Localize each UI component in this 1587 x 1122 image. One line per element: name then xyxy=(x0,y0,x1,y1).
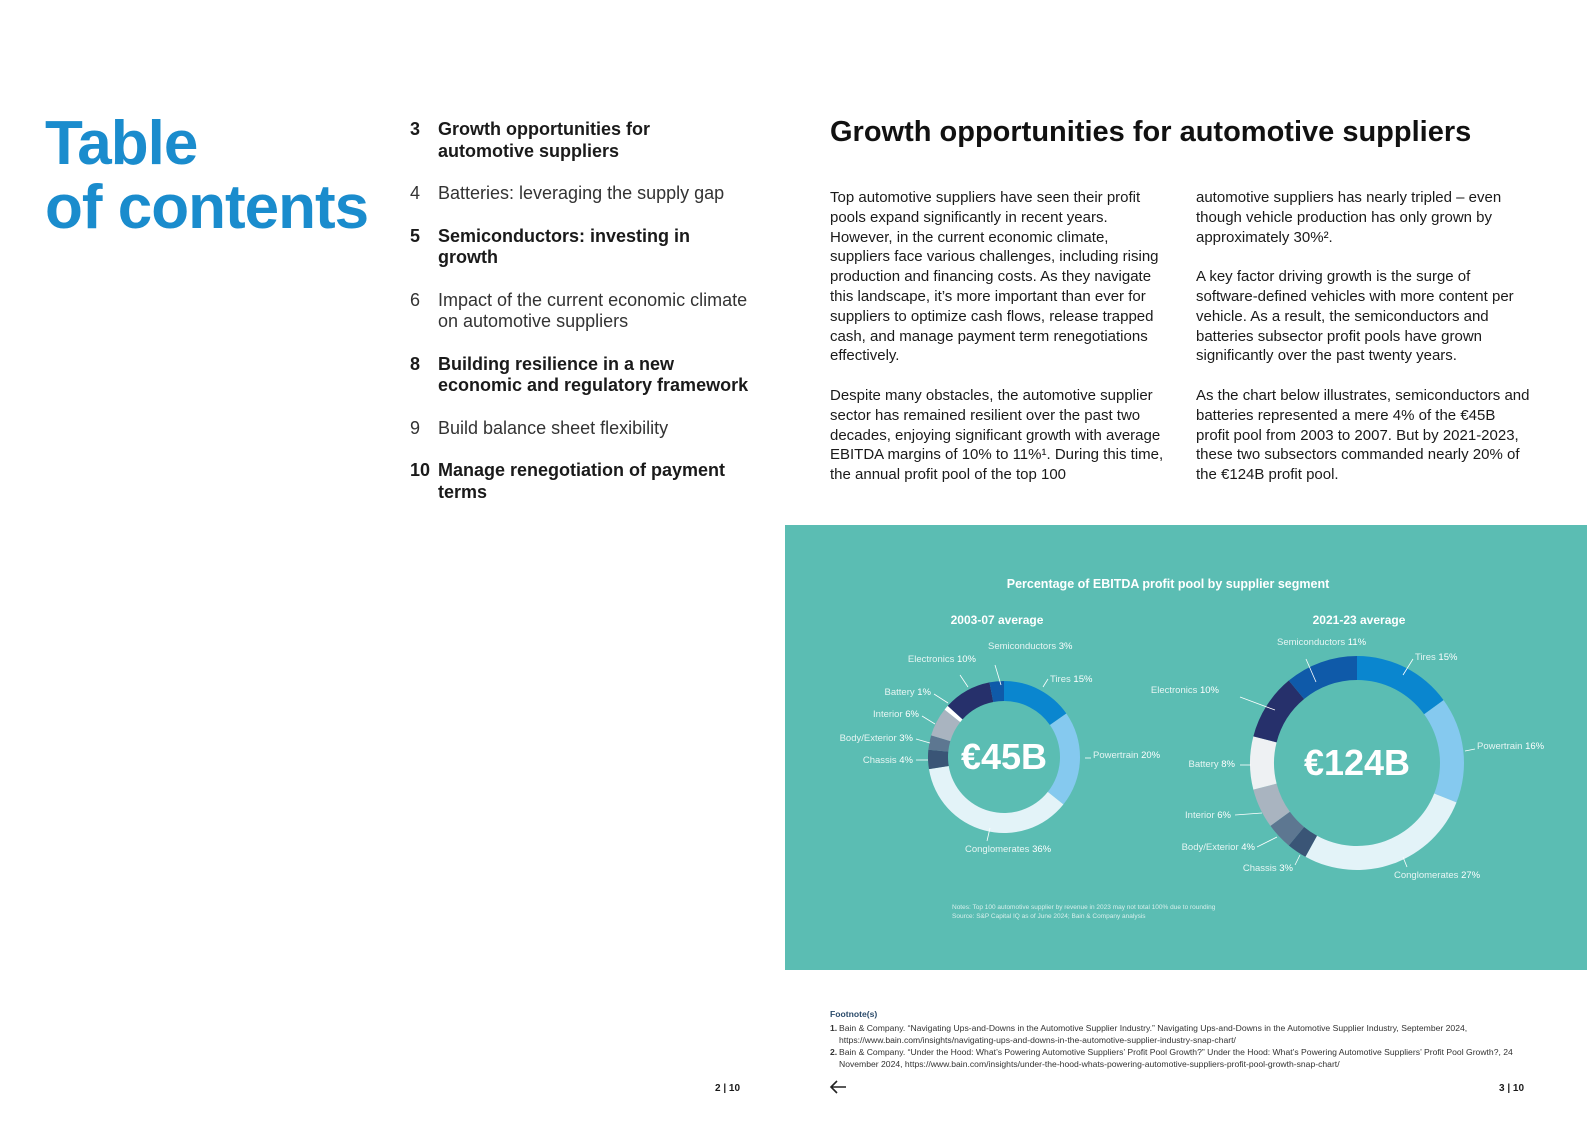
chart-subtitle: 2003-07 average xyxy=(950,613,1044,627)
toc-item-number: 10 xyxy=(410,460,431,480)
footnote xyxy=(830,1046,1530,1070)
label-leader-line xyxy=(960,675,968,687)
segment-label: Chassis 3% xyxy=(1242,863,1293,874)
toc-item-label: Growth opportunities for automotive suppliers xyxy=(438,119,650,161)
chart-title: Percentage of EBITDA profit pool by supplier segment xyxy=(1006,577,1330,591)
segment-label: Powertrain 20% xyxy=(1093,750,1161,761)
toc-item[interactable] xyxy=(410,226,750,269)
footnote-text: Bain & Company. “Navigating Ups-and-Downs in the Automotive Supplier Industry.” Navigating Ups-and-Downs in the Automotive Supplier Industry, September 2024, https://www.bain.com/insights/navigating-ups-and-downs-in-the-automotive-supplier-industry-snap-chart/ xyxy=(839,1023,1468,1045)
label-leader-line xyxy=(934,694,948,703)
page-number-left: 2 | 10 xyxy=(715,1083,741,1094)
donut-slice-conglomerates xyxy=(1305,794,1456,870)
toc-list xyxy=(410,119,750,524)
footnotes-heading: Footnote(s) xyxy=(830,1009,878,1019)
paragraph: automotive suppliers has nearly tripled – even though vehicle production has only grown by approximately 30%². xyxy=(1196,189,1502,246)
segment-label: Interior 6% xyxy=(1185,810,1231,821)
center-total-label: €45B xyxy=(960,736,1048,777)
donut-slice-powertrain xyxy=(1048,714,1080,805)
donut-slice-semiconductors xyxy=(1289,656,1357,699)
segment-label: Chassis 4% xyxy=(862,755,913,766)
segment-label: Powertrain 16% xyxy=(1477,741,1545,752)
segment-label: Semiconductors 11% xyxy=(1277,637,1367,648)
toc-item[interactable] xyxy=(410,354,750,397)
toc-item[interactable] xyxy=(410,418,750,440)
segment-label: Interior 6% xyxy=(873,709,919,720)
article-column-1 xyxy=(830,188,1165,505)
label-leader-line xyxy=(922,716,935,724)
label-leader-line xyxy=(1295,855,1300,865)
toc-item-label: Build balance sheet flexibility xyxy=(438,417,669,438)
toc-item-number: 4 xyxy=(410,183,421,203)
paragraph: Top automotive suppliers have seen their profit pools expand significantly in recent years. However, in the current economic climate, suppliers face various challenges, including rising production and financing costs. As they navigate this landscape, it’s more important than ever for suppliers to optimize cash flows, release trapped cash, and manage payment term renegotiations effectively. xyxy=(830,189,1159,365)
label-leader-line xyxy=(916,739,930,743)
donut-slice-battery xyxy=(1250,736,1277,789)
toc-title-line2: of contents xyxy=(45,173,369,242)
toc-item-number: 6 xyxy=(410,289,421,310)
segment-label: Battery 8% xyxy=(1188,759,1235,770)
toc-item[interactable] xyxy=(410,290,750,333)
segment-label: Conglomerates 36% xyxy=(965,844,1052,855)
segment-label: Tires 15% xyxy=(1415,652,1458,663)
donut-slice-powertrain xyxy=(1424,700,1464,802)
segment-label: Conglomerates 27% xyxy=(1394,870,1481,881)
toc-item-label: Impact of the current economic climate on automotive suppliers xyxy=(438,289,748,331)
article-column-2 xyxy=(1196,188,1531,505)
paragraph: A key factor driving growth is the surge of software-defined vehicles with more content per vehicle. As a result, the semiconductors and batteries subsector profit pools have grown significantly over the past twenty years. xyxy=(1196,268,1514,365)
toc-item-number: 9 xyxy=(410,417,421,438)
segment-label: Semiconductors 3% xyxy=(988,641,1073,652)
footnote-number: 2. xyxy=(830,1047,838,1057)
chart-subtitle: 2021-23 average xyxy=(1312,613,1406,627)
donut-slice-tires xyxy=(1357,656,1444,714)
chart-notes: Notes: Top 100 automotive supplier by revenue in 2023 may not total 100% due to rounding xyxy=(952,904,1216,911)
toc-item[interactable] xyxy=(410,460,750,503)
toc-item-number: 3 xyxy=(410,119,421,139)
toc-item[interactable] xyxy=(410,119,750,162)
page-number-right: 3 | 10 xyxy=(1499,1083,1525,1094)
donut-slice-tires xyxy=(1004,681,1066,725)
toc-title xyxy=(45,109,369,242)
footnote-number: 1. xyxy=(830,1023,838,1033)
footnote xyxy=(830,1022,1530,1046)
segment-label: Body/Exterior 3% xyxy=(839,733,913,744)
segment-label: Electronics 10% xyxy=(1150,685,1219,696)
label-leader-line xyxy=(1043,679,1048,687)
article-title: Growth opportunities for automotive suppliers xyxy=(830,116,1472,148)
label-leader-line xyxy=(1465,749,1475,751)
toc-item-label: Manage renegotiation of payment terms xyxy=(438,460,726,502)
segment-label: Electronics 10% xyxy=(907,654,976,665)
donut-charts xyxy=(785,525,1587,970)
arrow-left-icon[interactable] xyxy=(828,1078,848,1096)
paragraph: As the chart below illustrates, semiconductors and batteries represented a mere 4% of the €45B profit pool from 2003 to 2007. But by 2021-2023, these two subsectors commanded nearly 20% of the €124B profit pool. xyxy=(1196,386,1530,484)
footnotes xyxy=(830,1008,1530,1070)
center-total-label: €124B xyxy=(1303,742,1411,783)
toc-item-label: Semiconductors: investing in growth xyxy=(438,225,691,267)
label-leader-line xyxy=(1257,837,1277,847)
chart-source: Source: S&P Capital IQ as of June 2024; Bain & Company analysis xyxy=(952,913,1146,920)
toc-item-label: Building resilience in a new economic and regulatory framework xyxy=(438,353,749,395)
footnote-text: Bain & Company. “Under the Hood: What’s Powering Automotive Suppliers’ Profit Pool Growth?” Under the Hood: What’s Powering Automotive Suppliers’ Profit Pool Growth?, 24 November 2024, https://www.bain.com/insights/under-the-hood-whats-powering-automotive-suppliers-profit-pool-growth-snap-chart/ xyxy=(839,1047,1513,1069)
toc-item[interactable] xyxy=(410,183,750,205)
label-leader-line xyxy=(1235,813,1262,815)
toc-title-line1: Table xyxy=(45,109,198,178)
segment-label: Tires 15% xyxy=(1050,674,1093,685)
segment-label: Battery 1% xyxy=(884,687,931,698)
toc-item-number: 5 xyxy=(410,225,421,246)
chart-panel xyxy=(785,525,1587,970)
toc-item-label: Batteries: leveraging the supply gap xyxy=(438,183,725,203)
segment-label: Body/Exterior 4% xyxy=(1181,842,1255,853)
donut-slice-chassis xyxy=(928,750,949,769)
toc-item-number: 8 xyxy=(410,353,421,374)
paragraph: Despite many obstacles, the automotive supplier sector has remained resilient over the past two decades, enjoying significant growth with average EBITDA margins of 10% to 11%¹. During this time, the annual profit pool of the top 100 xyxy=(830,386,1164,484)
